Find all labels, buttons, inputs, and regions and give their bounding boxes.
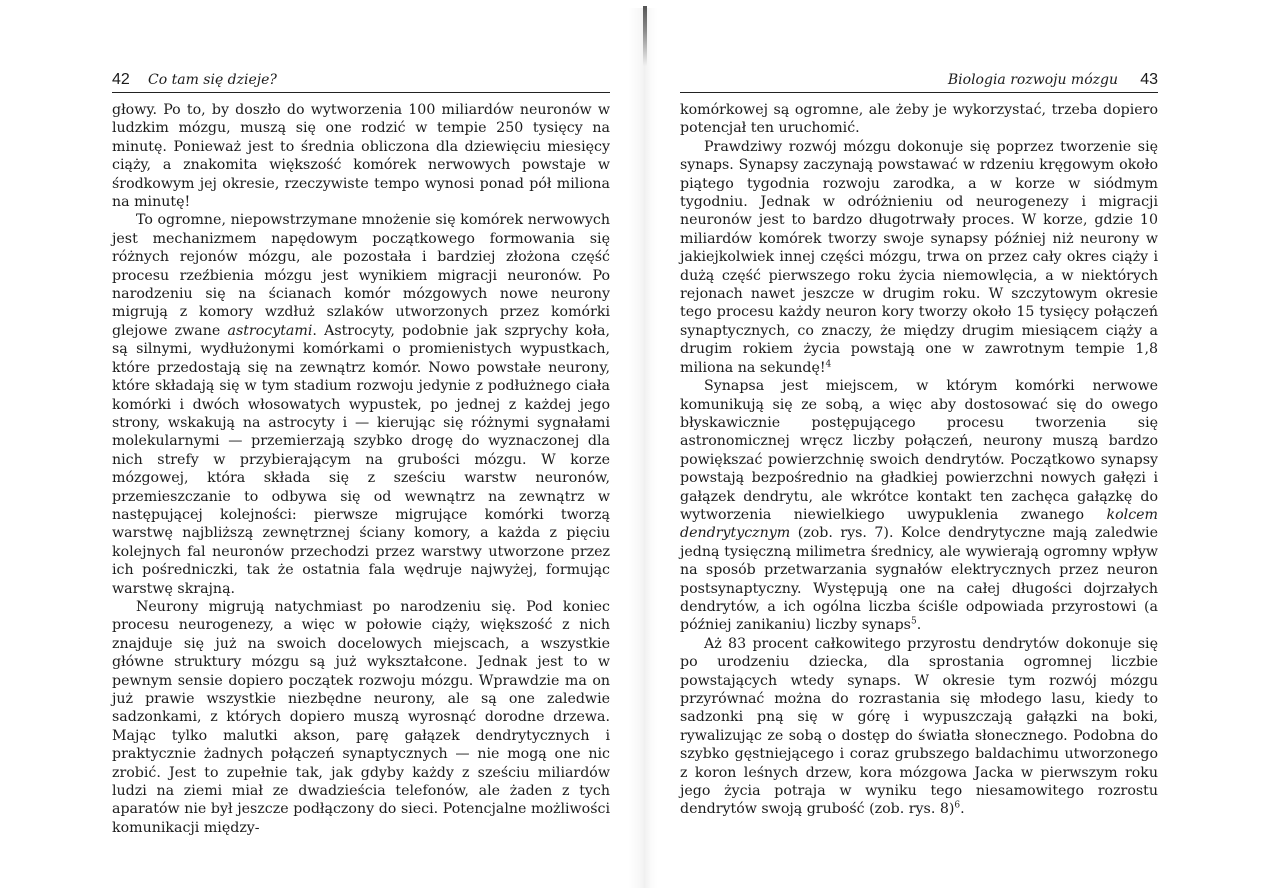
right-page (680, 0, 1158, 894)
paragraph: komórkowej są ogromne, ale żeby je wykorzystać, trzeba dopiero potencjał ten uruchomić. (680, 102, 1158, 137)
running-title: Biologia rozwoju mózgu (947, 72, 1118, 88)
paragraph-text: Aż 83 procent całkowitego przyrostu dendrytów dokonuje się po urodzeniu dziecka, dla sprostania ogromnej liczbie powstających wtedy synaps. W okresie tym rozwój mózgu przyrównać można do rozrastania się młodego lasu, kiedy to sadzonki pną się w górę i wypuszczają gałązki na boki, rywalizując ze sobą o dostęp do światła słonecznego. Podobna do szybko gęstniejącego i coraz grubszego baldachimu utworzonego z koron leśnych drzew, kora mózgowa Jacka w pierwszym roku jego życia potrajа w wyniku tego niesamowitego rozrostu dendrytów swoją grubość (zob. rys. 8) (680, 635, 1158, 818)
running-title: Co tam się dzieje? (148, 72, 277, 88)
left-page (112, 0, 610, 894)
footnote-mark: 6 (954, 800, 961, 811)
paragraph (112, 211, 610, 598)
paragraph: Neurony migrują natychmiast po narodzeniu się. Pod koniec procesu neurogenezy, a więc w połowie ciąży, większość z nich znajduje się już na swoich docelowych miejscach, a wszystkie główne struktury mózgu są już wykształcone. Jednak jest to w pewnym sensie dopiero początek rozwoju mózgu. Wprawdzie ma on już prawie wszystkie niezbędne neurony, ale są one zaledwie sadzonkami, z których dopiero muszą wyrosnąć dorodne drzewa. Mając tylko malutki akson, parę gałązek dendrytycznych i praktycznie żadnych połączeń synaptycznych — nie mogą one nic zrobić. Jest to zupełnie tak, jak gdyby każdy z sześciu miliardów ludzi na ziemi miał ze dwadzieścia telefonów, ale żaden z tych aparatów nie był jeszcze podłączony do sieci. Potencjalne możliwości komunikacji między- (112, 598, 610, 836)
paragraph: głowy. Po to, by doszło do wytworzenia 100 miliardów neuronów w ludzkim mózgu, muszą się one rodzić w tempie 250 tysięcy na minutę. Ponieważ jest to średnia obliczona dla dziewięciu miesięcy ciąży, a znakomita większość komórek nerwowych powstaje w środkowym jej okresie, rzeczywiste tempo wynosi ponad pół miliona na minutę! (112, 102, 610, 211)
book-gutter-shadow (628, 8, 658, 888)
paragraph-text: Prawdziwy rozwój mózgu dokonuje się poprzez tworzenie się synaps. Synapsy zaczynają powstawać w rdzeniu kręgowym około piątego tygodnia rozwoju zarodka, a w korze w siódmym tygodniu. Jednak w odróżnieniu od neurogenezy i migracji neuronów jest to bardzo długotrwały proces. W korze, gdzie 10 miliardów komórek tworzy swoje synapsy później niż neurony w jakiejkolwiek innej części mózgu, trwa on przez cały okres ciąży i dużą część pierwszego roku życia niemowlęcia, a w niektórych rejonach nawet jeszcze w drugim roku. W szczytowym okresie tego procesu każdy neuron kory tworzy około 15 tysięcy połączeń synaptycznych, co znaczy, że między drugim miesiącem ciąży a drugim rokiem życia powstają one w zawrotnym tempie 1,8 miliona na sekundę! (680, 138, 1158, 376)
italic-term: kolcem dendrytycznym (680, 506, 1158, 542)
right-page-body (680, 101, 1158, 819)
paragraph-text: To ogromne, niepowstrzymane mnożenie się komórek nerwowych jest mechanizmem napędowym początkowego formowania się różnych rejonów mózgu, ale pozostała i bardziej złożona część procesu rzeźbienia mózgu jest wynikiem migracji neuronów. Po narodzeniu się na ścianach komór mózgowych nowe neurony migrują z komory wzdłuż szlaków utworzonych przez komórki glejowe zwane astrocytami. Astrocyty, podobnie jak szprychy koła, są silnymi, wydłużonymi komórkami o promienistych wypustkach, które przedostają się na zewnątrz komór. Nowo powstałe neurony, które składają się w tym stadium rozwoju jedynie z podłużnego ciała komórki i dwóch włosowatych wypustek, po jednej z każdej jego strony, wskakują na astrocyty i — kierując się różnymi sygnałami molekularnymi — przemierzają szybko drogę do wyznaczonej dla nich strefy w przybierającym na grubości mózgu. W korze mózgowej, która składa się z sześciu warstw neuronów, przemieszczanie to odbywa się od wewnątrz na zewnątrz w następującej kolejności: pierwsze migrujące komórki tworzą warstwę najbliższą zewnętrznej ściany komory, a każda z pięciu kolejnych fal neuronów przechodzi przez warstwy utworzone przez ich pośredniczki, tak że ostatnia fala wędruje najwyżej, formując warstwę skrajną. (112, 212, 610, 597)
left-page-body (112, 101, 610, 837)
right-page-header (680, 70, 1158, 90)
italic-term: astrocytami (227, 322, 313, 339)
header-rule (112, 92, 610, 93)
footnote-mark: 5 (910, 616, 917, 627)
header-rule (680, 92, 1158, 93)
paragraph (680, 138, 1158, 377)
footnote-mark: 4 (825, 358, 832, 369)
paragraph: Synapsa jest miejscem, w którym komórki nerwowe komunikują się ze sobą, a więc aby dostosować się do owego błyskawicznie postępującego procesu tworzenia się astronomicznej wręcz liczby połączeń, neurony muszą bardzo powiększać powierzchnię swoich dendrytów. Początkowo synapsy powstają bezpośrednio na gładkiej powierzchni nowych gałęzi i gałązek dendrytu, ale wkrótce kontakt ten zachęca gałązkę do wytworzenia niewielkiego uwypuklenia zwanego kolcem dendrytycznym (zob. rys. 7). Kolce dendrytyczne mają zaledwie jedną tysięczną milimetra średnicy, ale wywierają ogromny wpływ na sposób przetwarzania sygnałów elektrycznych przez neuron postsynaptyczny. Występują one na całej długości dojrzałych dendrytów, a ich ogólna liczba ściśle odpowiada przyrostowi (a później zanikaniu) liczby synaps$^5$. (680, 378, 1158, 634)
page-number: 43 (1140, 71, 1158, 88)
binding-mark (643, 6, 647, 66)
paragraph: Aż 83 procent całkowitego przyrostu dendrytów dokonuje się po urodzeniu dziecka, dla sprostania ogromnej liczbie powstających wtedy synaps. W okresie tym rozwój mózgu przyrównać można do rozrastania się młodego lasu, kiedy to sadzonki pną się w górę i wypuszczają gałązki na boki, rywalizując ze sobą o dostęp do światła słonecznego. Podobna do szybko gęstniejącego i coraz grubszego baldachimu utworzonego z koron leśnych drzew, kora mózgowa Jacka w pierwszym roku jego życia potrajа w wyniku tego niesamowitego rozrostu dendrytów swoją grubość (zob. rys. 8)$^6$. (680, 635, 1158, 818)
paragraph-text: Synapsa jest miejscem, w którym komórki nerwowe komunikują się ze sobą, a więc aby dostosować się do owego błyskawicznie postępującego procesu tworzenia się astronomicznej wręcz liczby połączeń, neurony muszą bardzo powiększać powierzchnię swoich dendrytów. Początkowo synapsy powstają bezpośrednio na gładkiej powierzchni nowych gałęzi i gałązek dendrytu, ale wkrótce kontakt ten zachęca gałązkę do wytworzenia niewielkiego uwypuklenia zwanego kolcem dendrytycznym (zob. rys. 7). Kolce dendrytyczne mają zaledwie jedną tysięczną milimetra średnicy, ale wywierają ogromny wpływ na sposób przetwarzania sygnałów elektrycznych przez neuron postsynaptyczny. Występują one na całej długości dojrzałych dendrytów, a ich ogólna liczba ściśle odpowiada przyrostowi (a później zanikaniu) liczby synaps (680, 378, 1158, 634)
page-number: 42 (112, 71, 130, 88)
left-page-header (112, 70, 610, 90)
